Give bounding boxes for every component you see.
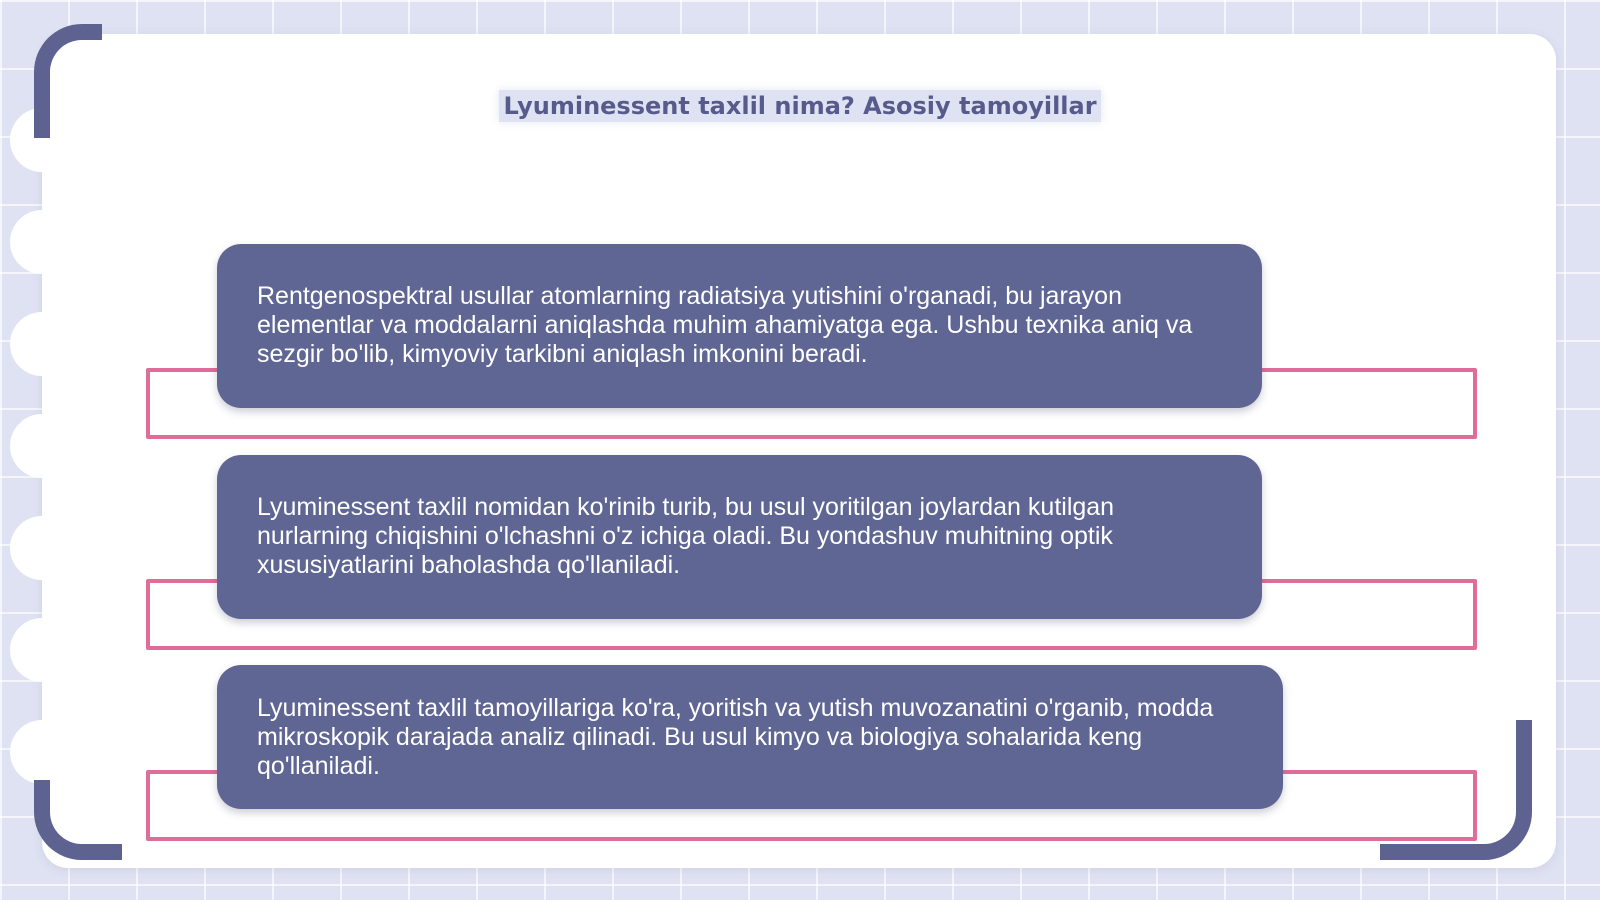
paper-scallop xyxy=(10,618,74,682)
slide-title-text: Lyuminessent taxlil nima? Asosiy tamoyillar xyxy=(499,90,1100,122)
slide-title xyxy=(0,92,1600,120)
card-text: Lyuminessent taxlil nomidan ko'rinib turib, bu usul yoritilgan joylardan kutilgan nurlarning chiqishini o'lchashni o'z ichiga oladi. Bu yondashuv muhitning optik xususiyatlarini baholashda qo'llaniladi. xyxy=(257,493,1115,579)
paper-scallop xyxy=(10,210,74,274)
content-card-2 xyxy=(217,455,1262,619)
card-text: Rentgenospektral usullar atomlarning radiatsiya yutishini o'rganadi, bu jarayon elementlar va moddalarni aniqlashda muhim ahamiyatga ega. Ushbu texnika aniq va sezgir bo'lib, kimyoviy tarkibni aniqlash imkonini beradi. xyxy=(257,282,1193,368)
content-card-1 xyxy=(217,244,1262,408)
paper-scallop xyxy=(10,414,74,478)
paper-scallop xyxy=(10,312,74,376)
corner-frame-top-left xyxy=(34,24,102,138)
paper-scallop xyxy=(10,516,74,580)
content-card-3 xyxy=(217,665,1283,809)
card-text: Lyuminessent taxlil tamoyillariga ko'ra, yoritish va yutish muvozanatini o'rganib, modda mikroskopik darajada analiz qilinadi. Bu usul kimyo va biologiya sohalarida keng qo'llaniladi. xyxy=(257,694,1214,780)
paper-scallop xyxy=(10,720,74,784)
